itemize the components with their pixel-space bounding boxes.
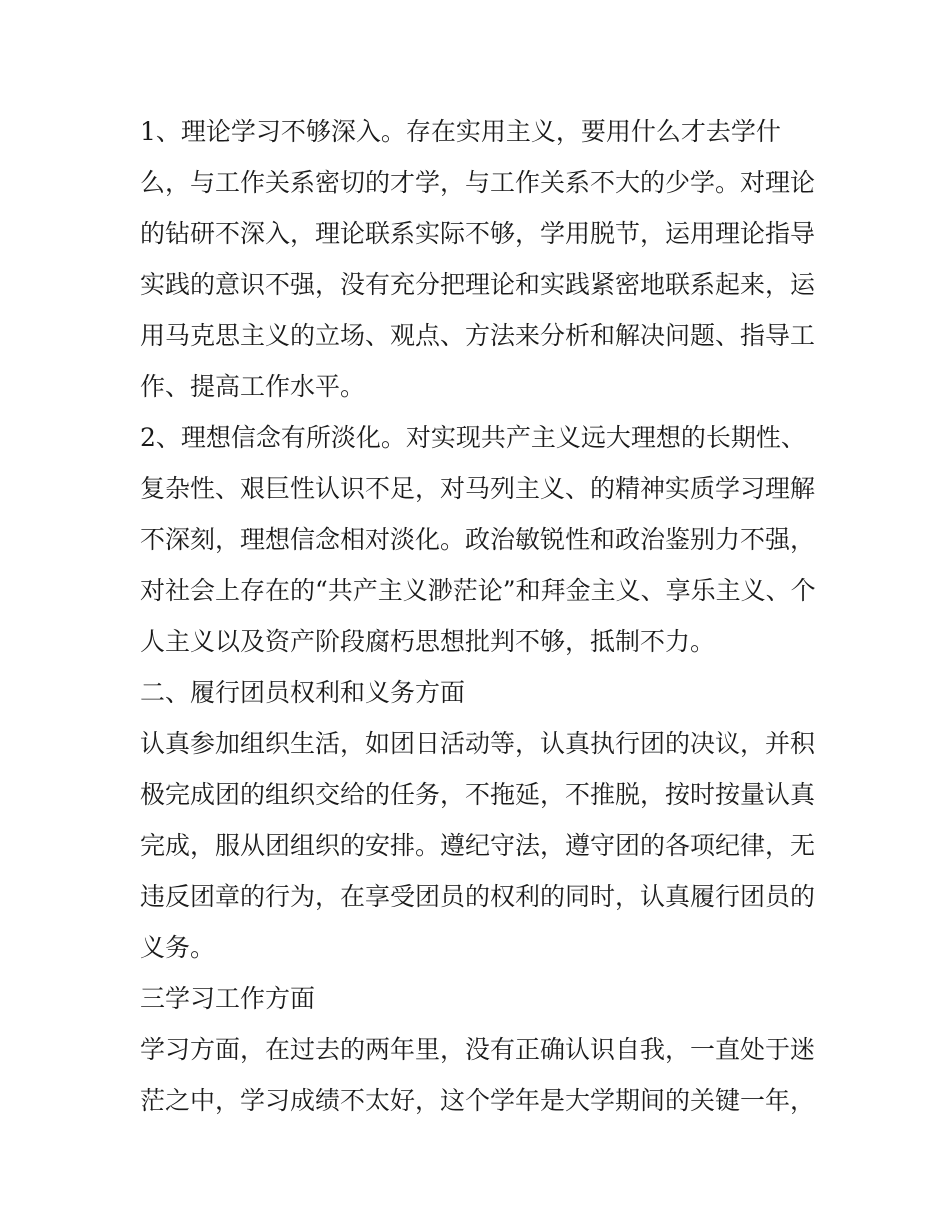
text-line: 实践的意识不强，没有充分把理论和实践紧密地联系起来，运 [140,270,816,299]
text-line: 用马克思主义的立场、观点、方法来分析和解决问题、指导工 [140,321,816,350]
text-line: 学习方面，在过去的两年里，没有正确认识自我，一直处于迷 [140,1035,816,1064]
section-heading: 三学习工作方面 [140,984,316,1013]
section-heading: 二、履行团员权利和义务方面 [140,678,466,707]
text-line: 2、理想信念有所淡化。对实现共产主义远大理想的长期性、 [140,423,806,452]
text-line: 义务。 [140,933,216,962]
text-line: 违反团章的行为，在享受团员的权利的同时，认真履行团员的 [140,882,816,911]
text-line: 极完成团的组织交给的任务，不拖延，不推脱，按时按量认真 [140,780,816,809]
text-line: 认真参加组织生活，如团日活动等，认真执行团的决议，并积 [140,729,816,758]
text-line: 1、理论学习不够深入。存在实用主义，要用什么才去学什 [140,117,781,146]
text-line: 么，与工作关系密切的才学，与工作关系不大的少学。对理论 [140,168,816,197]
text-line: 不深刻，理想信念相对淡化。政治敏锐性和政治鉴别力不强， [140,525,816,554]
text-line: 作、提高工作水平。 [140,372,366,401]
document-body [140,106,820,1126]
text-line: 的钻研不深入，理论联系实际不够，学用脱节，运用理论指导 [140,219,816,248]
text-line: 人主义以及资产阶段腐朽思想批判不够，抵制不力。 [140,627,716,656]
text-line: 对社会上存在的“共产主义渺茫论”和拜金主义、享乐主义、个 [140,576,816,605]
text-line: 完成，服从团组织的安排。遵纪守法，遵守团的各项纪律，无 [140,831,816,860]
text-line: 茫之中，学习成绩不太好，这个学年是大学期间的关键一年， [140,1086,816,1115]
text-line: 复杂性、艰巨性认识不足，对马列主义、的精神实质学习理解 [140,474,816,503]
